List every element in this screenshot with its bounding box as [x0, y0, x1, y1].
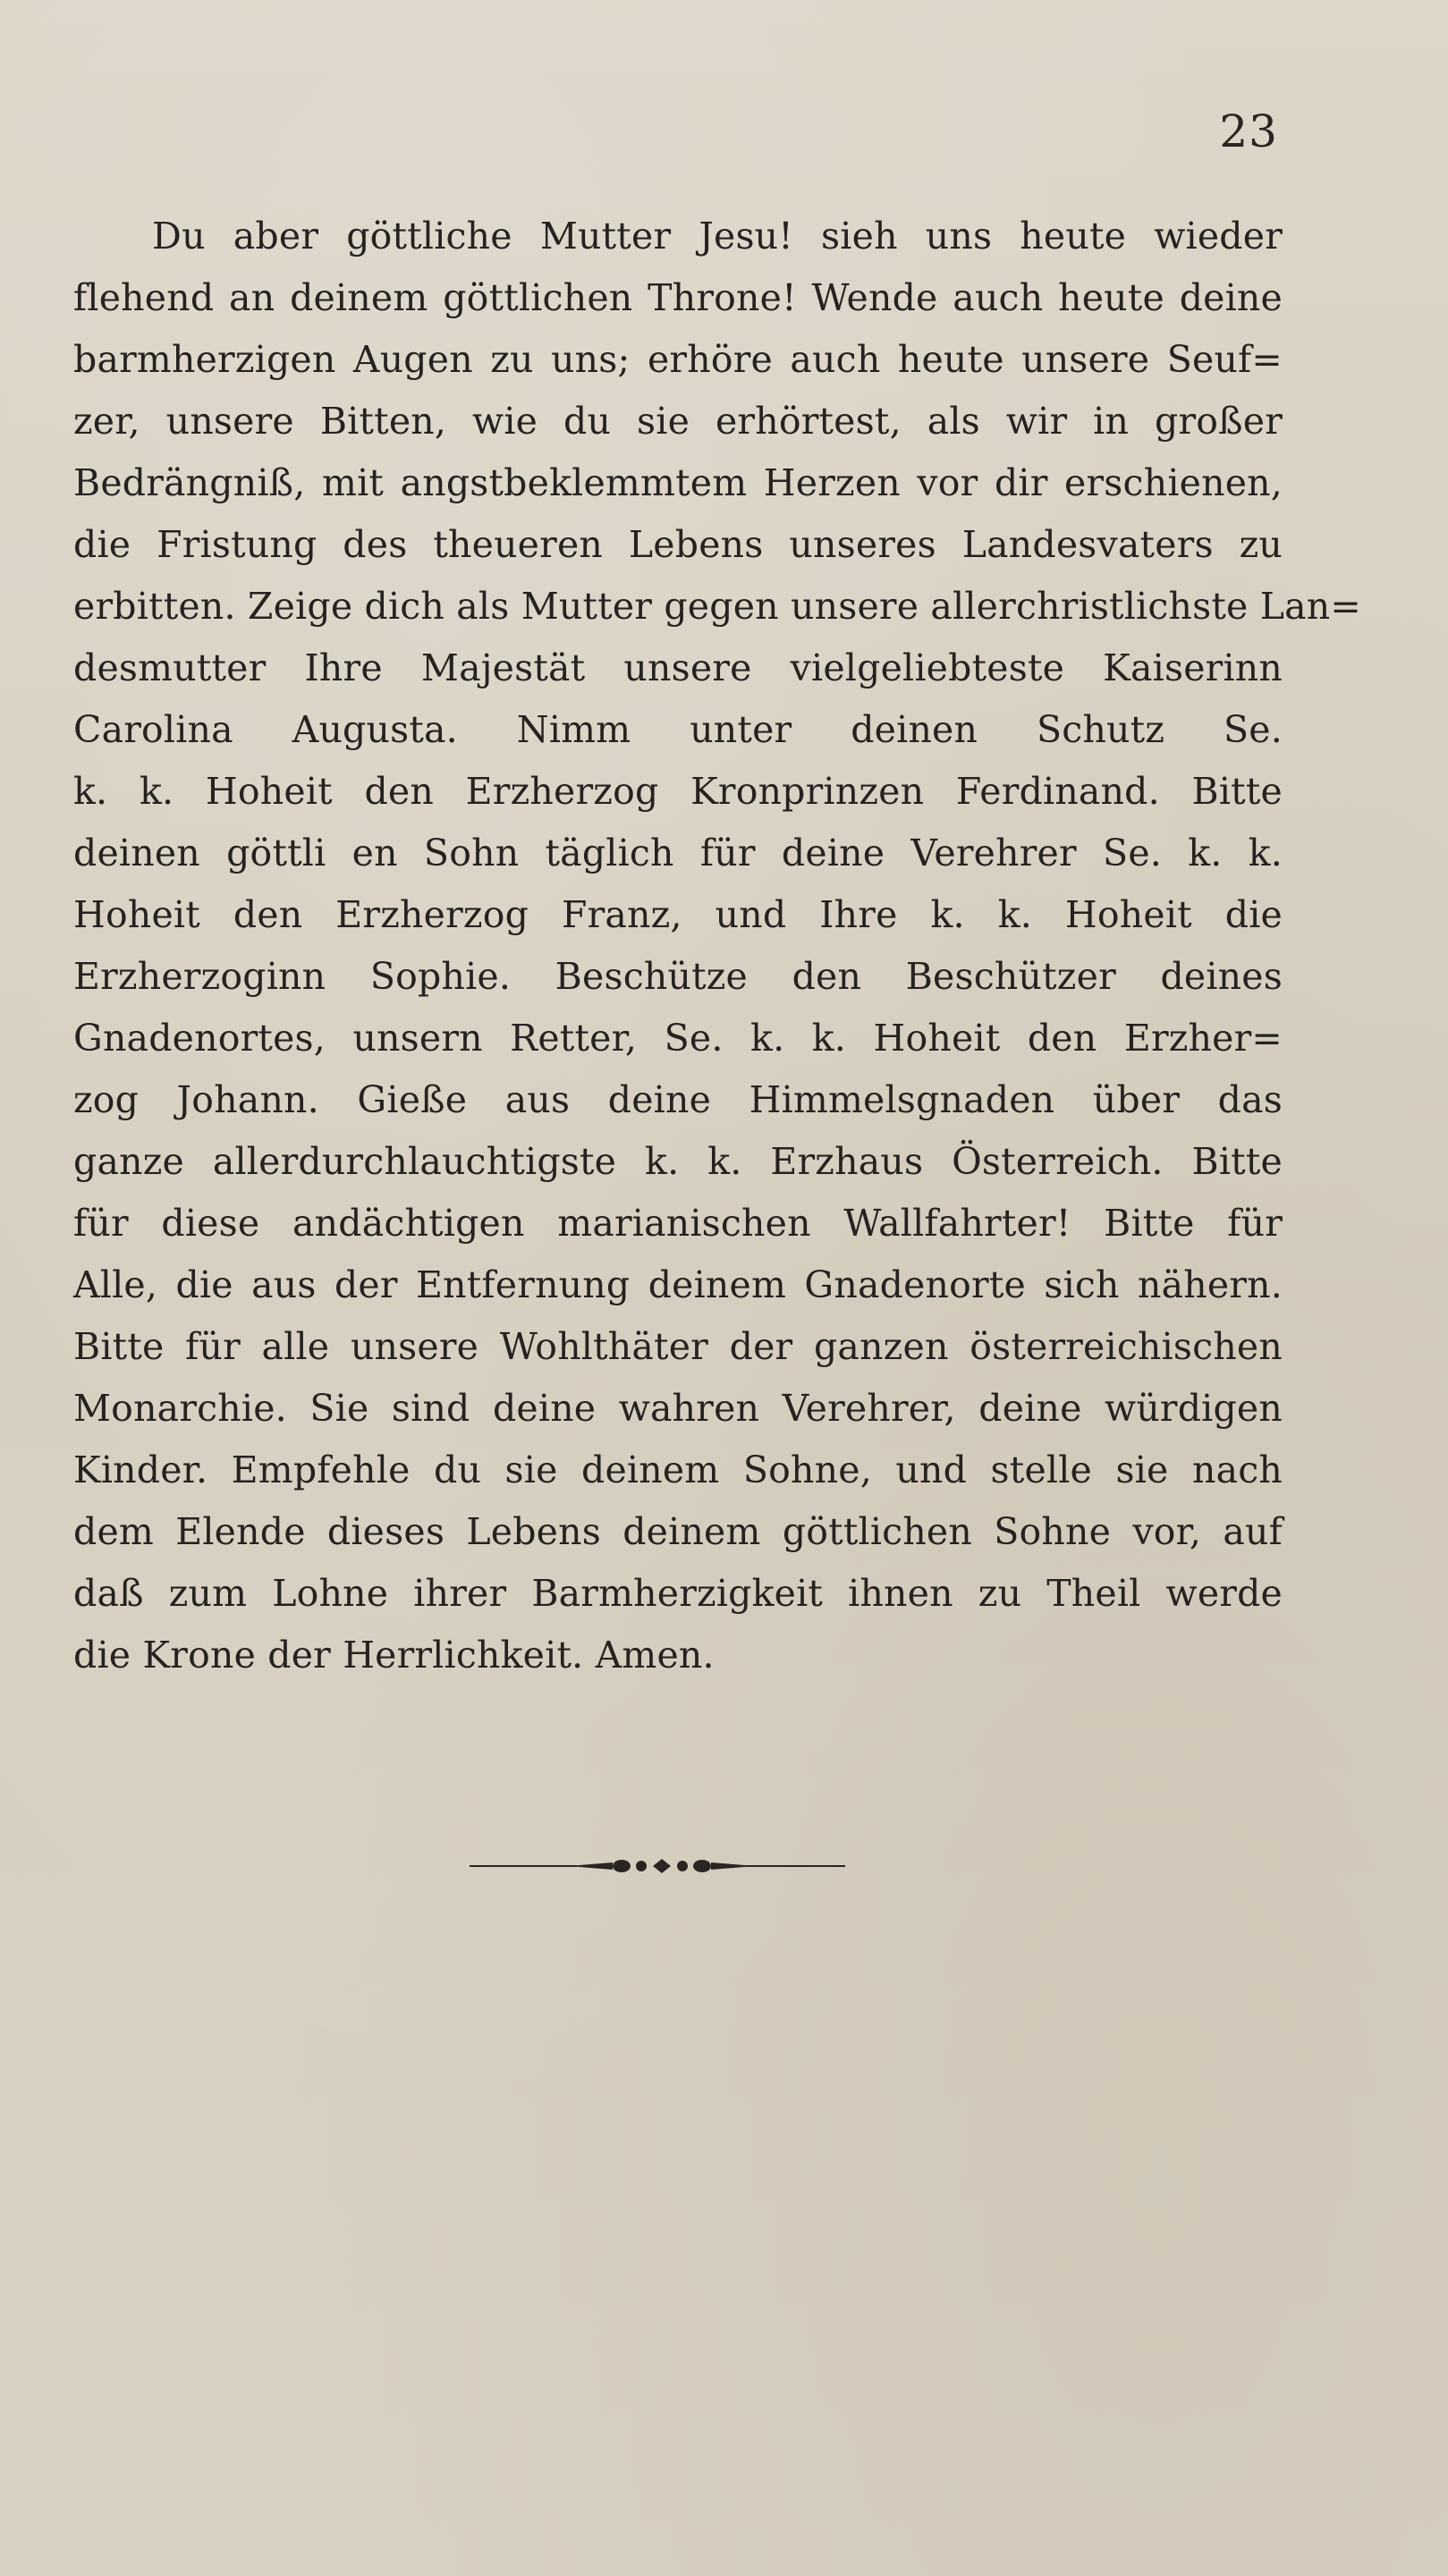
text-line: die Krone der Herrlichkeit. Amen. — [73, 1634, 715, 1677]
page-number: 23 — [1219, 106, 1278, 157]
text-line: die Fristung des theueren Lebens unseres Landesvaters zu — [73, 523, 1283, 566]
text-line: flehend an deinem göttlichen Throne! Wende auch heute deine — [73, 276, 1283, 319]
text-line: Alle, die aus der Entfernung deinem Gnadenorte sich nähern. — [73, 1263, 1283, 1306]
text-line: desmutter Ihre Majestät unsere vielgeliebteste Kaiserinn — [73, 646, 1283, 689]
text-line: Hoheit den Erzherzog Franz, und Ihre k. k. Hoheit die — [73, 893, 1283, 936]
text-line: Du aber göttliche Mutter Jesu! sieh uns heute wieder — [152, 215, 1283, 258]
text-line: zer, unsere Bitten, wie du sie erhörtest, als wir in großer — [73, 400, 1283, 443]
text-line: ganze allerdurchlauchtigste k. k. Erzhaus Österreich. Bitte — [73, 1140, 1283, 1183]
text-line: daß zum Lohne ihrer Barmherzigkeit ihnen zu Theil werde — [73, 1572, 1283, 1615]
text-line: Gnadenortes, unsern Retter, Se. k. k. Hoheit den Erzher= — [73, 1017, 1283, 1060]
text-line: deinen göttli en Sohn täglich für deine Verehrer Se. k. k. — [73, 832, 1283, 874]
text-line: Bitte für alle unsere Wohlthäter der ganzen österreichischen — [73, 1325, 1283, 1368]
prayer-paragraph — [73, 206, 1361, 1686]
text-line: Bedrängniß, mit angstbeklemmtem Herzen vor dir erschienen, — [73, 461, 1283, 504]
text-line: Erzherzoginn Sophie. Beschütze den Beschützer deines — [73, 955, 1283, 998]
text-line: für diese andächtigen marianischen Wallfahrter! Bitte für — [73, 1202, 1283, 1245]
decorative-rule-icon — [470, 1853, 845, 1879]
text-line: erbitten. Zeige dich als Mutter gegen unsere allerchristlichste Lan= — [73, 585, 1361, 628]
text-line: Carolina Augusta. Nimm unter deinen Schutz Se. — [73, 708, 1283, 751]
text-line: zog Johann. Gieße aus deine Himmelsgnaden über das — [73, 1078, 1283, 1121]
text-line: k. k. Hoheit den Erzherzog Kronprinzen Ferdinand. Bitte — [73, 770, 1283, 813]
text-line: Kinder. Empfehle du sie deinem Sohne, und stelle sie nach — [73, 1448, 1283, 1491]
text-line: dem Elende dieses Lebens deinem göttlichen Sohne vor, auf — [73, 1510, 1283, 1553]
text-line: Monarchie. Sie sind deine wahren Verehrer, deine würdigen — [73, 1387, 1283, 1430]
text-line: barmherzigen Augen zu uns; erhöre auch heute unsere Seuf= — [73, 338, 1283, 381]
